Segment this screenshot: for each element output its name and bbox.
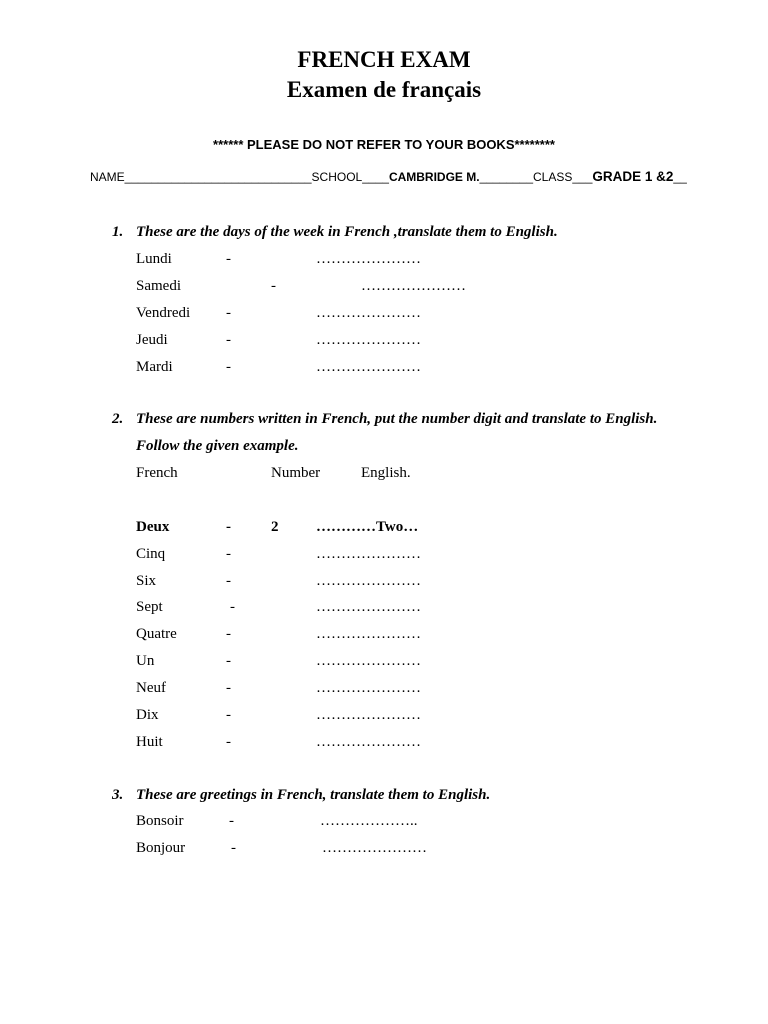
q1-word: Mardi xyxy=(136,359,173,375)
class-label: CLASS xyxy=(533,170,573,184)
q1-word: Jeudi xyxy=(136,332,168,348)
q1-dash: - xyxy=(271,278,276,294)
q3-word: Bonjour xyxy=(136,840,186,856)
q2-word: Dix xyxy=(136,707,159,723)
q2-answer-blank[interactable]: ………………… xyxy=(316,734,421,750)
q2-answer-blank[interactable]: ………………… xyxy=(316,599,421,615)
q2-word: Six xyxy=(136,573,157,589)
q1-word: Lundi xyxy=(136,251,172,267)
q3-text: These are greetings in French, translate them to English. xyxy=(136,787,491,803)
q3-answer-blank[interactable]: ……………….. xyxy=(320,813,418,829)
q2-dash: - xyxy=(230,599,235,615)
q1-answer-blank[interactable]: ………………… xyxy=(316,332,421,348)
q1-dash: - xyxy=(226,251,231,267)
q2-header-english: English. xyxy=(361,465,411,481)
q2-word: Huit xyxy=(136,734,163,750)
q1-word: Vendredi xyxy=(136,305,191,321)
q1-answer-blank[interactable]: ………………… xyxy=(316,359,421,375)
q2-answer-blank[interactable]: ………………… xyxy=(316,653,421,669)
warning-text: ****** PLEASE DO NOT REFER TO YOUR BOOKS******** xyxy=(213,137,555,152)
q3-dash: - xyxy=(231,840,236,856)
q1-dash: - xyxy=(226,305,231,321)
q3-number: 3. xyxy=(112,787,124,803)
name-label: NAME xyxy=(90,170,125,184)
q2-header-french: French xyxy=(136,465,178,481)
q2-answer-blank[interactable]: ………………… xyxy=(316,573,421,589)
student-info-line xyxy=(90,169,687,184)
q2-dash: - xyxy=(226,626,231,642)
q2-dash: - xyxy=(226,707,231,723)
q2-example-word: Deux xyxy=(136,519,170,535)
q2-dash: - xyxy=(226,734,231,750)
school-post: ________ xyxy=(479,170,533,184)
q2-header-number: Number xyxy=(271,465,321,481)
q3-answer-blank[interactable]: ………………… xyxy=(322,840,427,856)
name-blank: ____________________________ xyxy=(124,170,312,184)
q2-example-dash: - xyxy=(226,519,231,535)
class-value: GRADE 1 &2 xyxy=(592,169,674,184)
q2-word: Sept xyxy=(136,599,163,615)
q1-answer-blank[interactable]: ………………… xyxy=(316,251,421,267)
q2-dash: - xyxy=(226,573,231,589)
q2-text-2: Follow the given example. xyxy=(136,438,299,454)
q2-answer-blank[interactable]: ………………… xyxy=(316,626,421,642)
school-pre: ____ xyxy=(362,170,389,184)
q2-text: These are numbers written in French, put the number digit and translate to English. xyxy=(136,411,658,427)
q2-word: Cinq xyxy=(136,546,166,562)
exam-title: FRENCH EXAM xyxy=(297,47,471,72)
q1-dash: - xyxy=(226,359,231,375)
class-pre: ___ xyxy=(572,170,593,184)
q1-answer-blank[interactable]: ………………… xyxy=(316,305,421,321)
q3-dash: - xyxy=(229,813,234,829)
q1-answer-blank[interactable]: ………………… xyxy=(361,278,466,294)
q2-answer-blank[interactable]: ………………… xyxy=(316,546,421,562)
exam-subtitle: Examen de français xyxy=(286,77,482,102)
q2-number: 2. xyxy=(112,411,124,427)
q1-text: These are the days of the week in French ,translate them to English. xyxy=(136,224,558,240)
q1-number: 1. xyxy=(112,224,124,240)
q2-example-digit: 2 xyxy=(271,519,279,535)
q2-dash: - xyxy=(226,653,231,669)
q1-word: Samedi xyxy=(136,278,181,294)
q2-answer-blank[interactable]: ………………… xyxy=(316,707,421,723)
q2-word: Un xyxy=(136,653,155,669)
q2-answer-blank[interactable]: ………………… xyxy=(316,680,421,696)
q2-dash: - xyxy=(226,680,231,696)
q2-word: Quatre xyxy=(136,626,177,642)
q2-word: Neuf xyxy=(136,680,166,696)
q3-word: Bonsoir xyxy=(136,813,184,829)
q2-example-answer: …………Two… xyxy=(316,519,419,535)
q1-dash: - xyxy=(226,332,231,348)
class-post: __ xyxy=(673,170,687,184)
school-label: SCHOOL xyxy=(311,170,363,184)
q2-dash: - xyxy=(226,546,231,562)
school-value: CAMBRIDGE M. xyxy=(388,170,480,184)
